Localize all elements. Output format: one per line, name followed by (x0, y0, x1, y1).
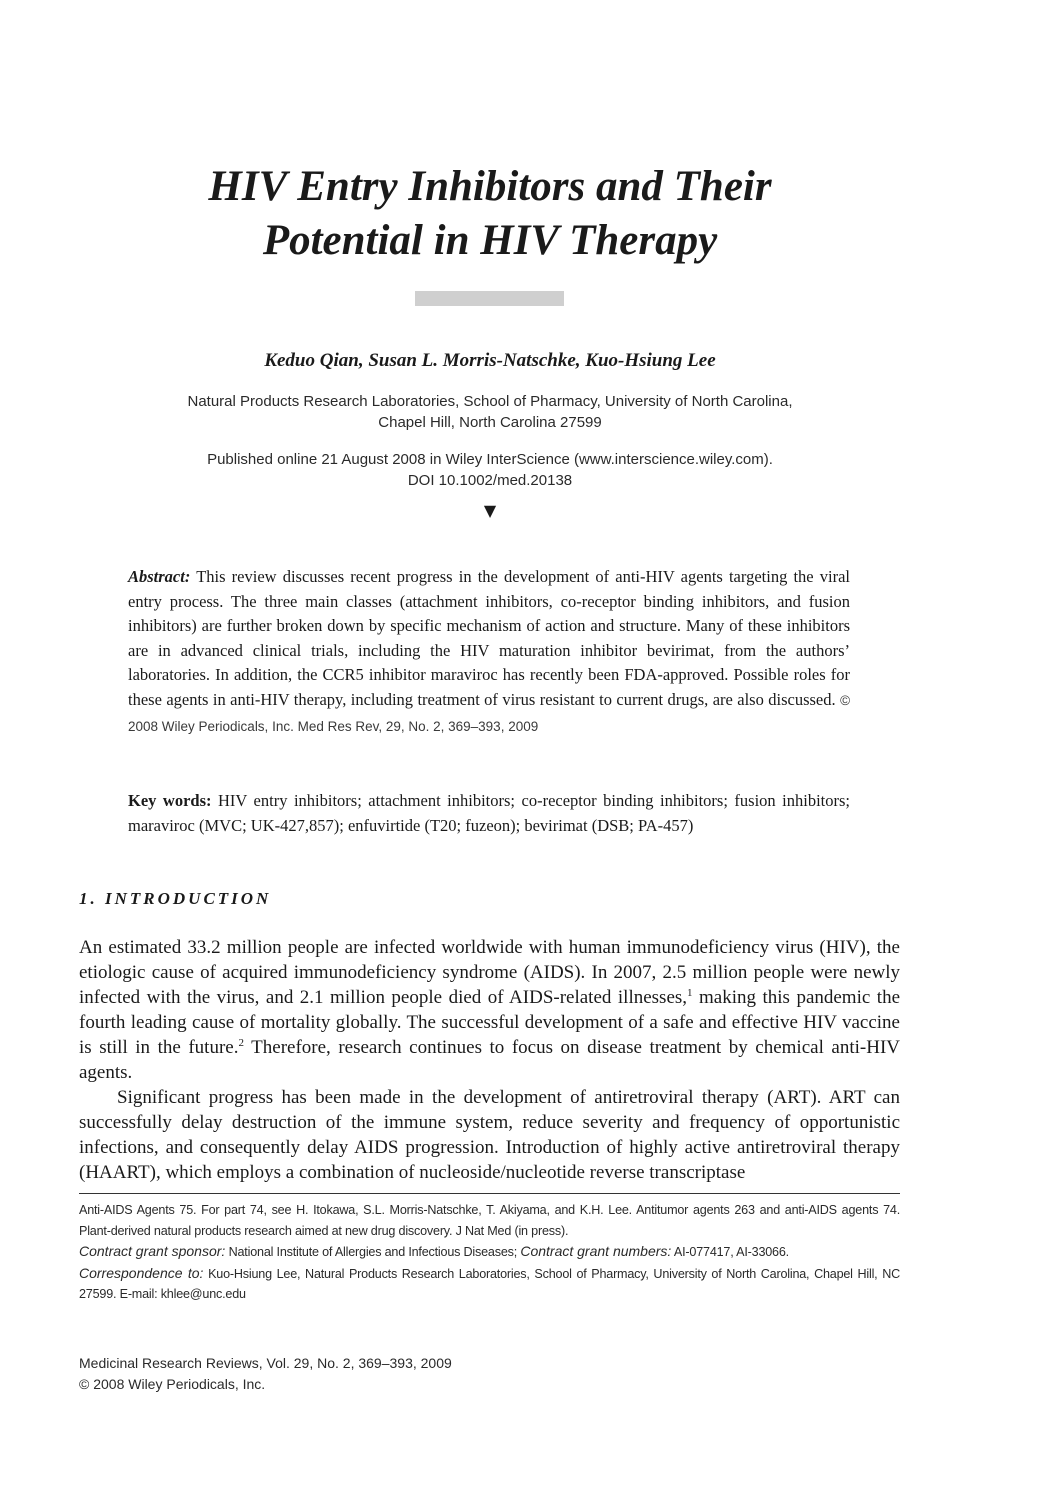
journal-info (79, 1353, 452, 1395)
correspondence-text: Kuo-Hsiung Lee, Natural Products Research Laboratories, School of Pharmacy, University of North Carolina, Chapel Hill, NC 27599. E-mail: khlee@unc.edu (79, 1266, 900, 1302)
published-online-line: Published online 21 August 2008 in Wiley InterScience (www.interscience.wiley.com). (207, 451, 773, 468)
grant-sponsor-label: Contract grant sponsor: (79, 1243, 226, 1260)
intro-paragraph-1 (79, 935, 900, 1085)
correspondence-label: Correspondence to: (79, 1264, 204, 1281)
section-heading: 1. INTRODUCTION (79, 889, 272, 908)
intro-paragraph-2: Significant progress has been made in the development of antiretroviral therapy (ART). ART can successfully delay destruction of the immune system, reduce severity and frequency of opportunistic infections, and consequently delay AIDS progression. Introduction of highly active antiretroviral therapy (HAART), which employs a combination of nucleoside/nucleotide reverse transcriptase (79, 1087, 900, 1183)
intro-p1-part-b: making this pandemic the fourth leading cause of mortality globally. The successful development of a safe and effective HIV vaccine is still in the future. (79, 987, 901, 1058)
footnotes (79, 1200, 900, 1305)
footnote-grant (79, 1241, 900, 1263)
title-line-2: Potential in HIV Therapy (262, 217, 718, 264)
keywords-text: HIV entry inhibitors; attachment inhibitors; co-receptor binding inhibitors; fusion inhibitors; maraviroc (MVC; UK-427,857); enfuvirtide (T20; fuzeon); bevirimat (DSB; PA-457) (128, 791, 850, 835)
reference-2: 2 (238, 1037, 244, 1049)
footnote-divider (79, 1193, 900, 1194)
intro-p1-part-c: Therefore, research continues to focus on disease treatment by chemical anti-HIV agents. (79, 1037, 900, 1083)
title-line-1: HIV Entry Inhibitors and Their (208, 163, 772, 210)
keywords-label: Key words: (128, 791, 212, 810)
footnote-series: Anti-AIDS Agents 75. For part 74, see H. Itokawa, S.L. Morris-Natschke, T. Akiyama, and K.H. Lee. Antitumor agents 263 and anti-AIDS agents 74. Plant-derived natural products research aimed at new drug discovery. J Nat Med (in press). (79, 1203, 900, 1238)
article-title (0, 160, 980, 268)
affiliation-line-2: Chapel Hill, North Carolina 27599 (378, 414, 602, 431)
abstract-label: Abstract: (128, 567, 191, 586)
journal-citation: Medicinal Research Reviews, Vol. 29, No. 2, 369–393, 2009 (79, 1355, 452, 1371)
intro-p1-part-a: An estimated 33.2 million people are infected worldwide with human immunodeficiency virus (HIV), the etiologic cause of acquired immunodeficiency syndrome (AIDS). In 2007, 2.5 million people were newly infected with the virus, and 2.1 million people died of AIDS-related illnesses, (79, 937, 900, 1008)
title-decorative-bar (415, 291, 564, 306)
grant-numbers-label: Contract grant numbers: (520, 1243, 672, 1260)
grant-sponsor-text: National Institute of Allergies and Infectious Diseases; (228, 1245, 518, 1260)
doi-line: DOI 10.1002/med.20138 (407, 472, 573, 489)
affiliation-line-1: Natural Products Research Laboratories, School of Pharmacy, University of North Carolina, (187, 393, 793, 410)
keywords (128, 789, 850, 838)
affiliation (0, 391, 980, 433)
grant-numbers-text: AI-077417, AI-33066. (673, 1245, 789, 1260)
abstract (128, 565, 850, 739)
abstract-text: This review discusses recent progress in the development of anti-HIV agents targeting the viral entry process. The three main classes (attachment inhibitors, co-receptor binding inhibitors, and fusion inhibitors) are further broken down by specific mechanism of action and structure. Many of these inhibitors are in advanced clinical trials, including the HIV maturation inhibitor bevirimat, from the authors’ laboratories. In addition, the CCR5 inhibitor maraviroc has recently been FDA-approved. Possible roles for these agents in anti-HIV therapy, including treatment of virus resistant to current drugs, are also discussed. (128, 567, 850, 709)
introduction-body (79, 935, 900, 1185)
author-list: Keduo Qian, Susan L. Morris-Natschke, Kuo-Hsiung Lee (264, 350, 716, 371)
journal-copyright: © 2008 Wiley Periodicals, Inc. (79, 1376, 266, 1392)
reference-1: 1 (687, 987, 693, 999)
abstract-citation: © 2008 Wiley Periodicals, Inc. Med Res Rev, 29, No. 2, 369–393, 2009 (128, 692, 851, 734)
down-triangle-icon: ▼ (483, 501, 497, 520)
publication-info (0, 449, 980, 491)
footnote-correspondence (79, 1263, 900, 1305)
